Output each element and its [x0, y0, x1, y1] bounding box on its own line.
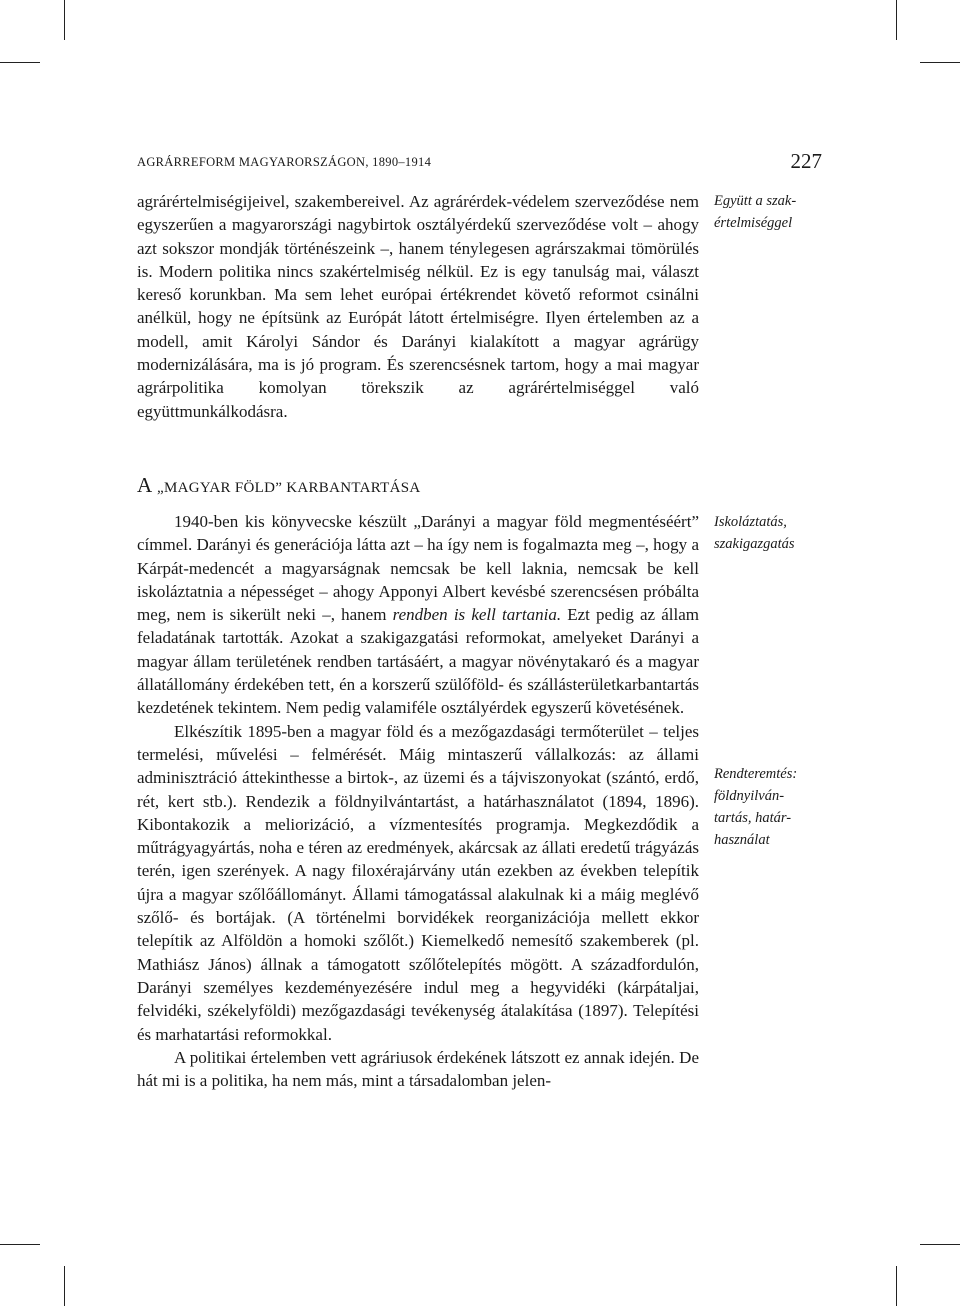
- running-head: [137, 148, 822, 176]
- page-number: 227: [790, 149, 822, 173]
- emphasis-text: rendben is kell tartania.: [392, 605, 562, 625]
- sidenote-line: földnyilván-: [714, 788, 785, 804]
- sidenote-line: szakigazgatás: [714, 536, 795, 552]
- section-heading-initial: A: [137, 473, 153, 497]
- sidenote-line: tartás, határ-: [714, 810, 792, 826]
- section-body: [137, 510, 699, 1092]
- sidenote-line: Iskoláztatás,: [714, 514, 787, 530]
- paragraph-text: 1940-ben kis könyvecske készült „Darányi a magyar föld megmentéséért” címmel. Darányi és generációja látta azt – ha így nem is fogalmazta meg –, hogy a Kárpát-medencét a magyarságnak nemcsak be kell laknia, nemcsak be kell iskoláztatnia a népességet – ahogy Apponyi Albert kevésbé szerencsésen próbálta meg, nem is sikerült neki –, hanem: [137, 512, 699, 625]
- sidenote: [714, 511, 824, 555]
- crop-mark: [896, 1266, 897, 1306]
- crop-mark: [896, 0, 897, 40]
- crop-mark: [0, 1244, 40, 1245]
- sidenote-line: Rendteremtés:: [714, 766, 798, 782]
- intro-paragraph: agrárértelmiségijeivel, szakembereivel. Az agrárérdek-védelem szerveződése nem egyszerűen a magyarországi nagybirtok osztályérdekű szerveződése volt – ahogy azt sokszor mondják történészeink –, hanem ténylegesen agrárszakmai tömörülés is. Modern politika nincs szakértelmiség nélkül. Ez is egy tanulság mai, választ kereső korunkban. Ma sem lehet európai értékrendet követő reformot csinálni anélkül, hogy ne építsünk az Európát látott értelmiségre. Ilyen értelemben az a modell, amit Károlyi Sándor és Darányi kialakított a magyar agrárügy modernizálására, ma is jó program. És szerencsésnek tartom, hogy a mai magyar agrárpolitika komolyan törekszik az agrárértelmiséggel való együttmunkálkodásra.: [137, 192, 699, 421]
- sidenote-line: Együtt a szak-: [714, 193, 797, 209]
- crop-mark: [920, 62, 960, 63]
- body-paragraph: [137, 510, 699, 720]
- section-heading-rest: „MAGYAR FÖLD” KARBANTARTÁSA: [157, 480, 421, 496]
- intro-text: [137, 190, 699, 423]
- crop-mark: [64, 1266, 65, 1306]
- sidenote-line: értelmiséggel: [714, 215, 793, 231]
- running-head-title: AGRÁRREFORM MAGYARORSZÁGON, 1890–1914: [137, 155, 432, 169]
- body-paragraph: A politikai értelemben vett agráriusok érdekének látszott ez annak idején. De hát mi is a politika, ha nem más, mint a társadalomban jelen-: [137, 1047, 699, 1091]
- section-heading: [137, 473, 421, 498]
- sidenote: [714, 763, 824, 851]
- crop-mark: [0, 62, 40, 63]
- crop-mark: [64, 0, 65, 40]
- crop-mark: [920, 1244, 960, 1245]
- sidenote-line: használat: [714, 832, 770, 848]
- body-paragraph: Elkészítik 1895-ben a magyar föld és a mezőgazdasági termőterület – teljes termelési, művelési – felmérését. Máig mintaszerű vállalkozás: az állami adminisztráció áttekinthesse a birtok-, az üzemi és a tájviszonyokat (szántó, erdő, rét, kert stb.). Rendezik a földnyilvántartást, a határhasználatot (1894, 1896). Kibontakozik a meliorizáció, a vízmentesítés programja. Megkezdődik a műtrágyagyártás, noha e téren az eredmények, akárcsak az állati eredetű trágyázás terén, igen szerények. A nagy filoxérajárvány után ezekben az években telepítik újra a magyar szőlőállományt. Állami támogatással alakulnak ki a máig meglévő szőlő- és bortájak. (A történelmi borvidékek reorganizációja mellett ekkor telepítik az Alföldön a homoki szőlőt.) Kiemelkedő nemesítő szakemberek (pl. Mathiász János) állnak a támogatott szőlőtelepítés mögött. A századfordulón, Darányi személyes kezdeményezésére indul meg a hegyvidéki (kárpátaljai, felvidéki, székelyföldi) mezőgazdasági tevékenység átalakítása (1897). Telepítési és marhatartási reformokkal.: [137, 721, 699, 1044]
- sidenote: [714, 190, 824, 234]
- paragraph-text: Ezt pedig az állam feladatának tartották. Azokat a szakigazgatási reformokat, amelyeket Darányi a magyar állam területének rendben tartásáért, a magyar növénytakaró és a magyar állatállomány érdekében tett, én a korszerű szülőföld- és szállásterületkarbantartás kezdetének tekintem. Nem pedig valamiféle osztályérdek egyszerű követésének.: [137, 605, 699, 718]
